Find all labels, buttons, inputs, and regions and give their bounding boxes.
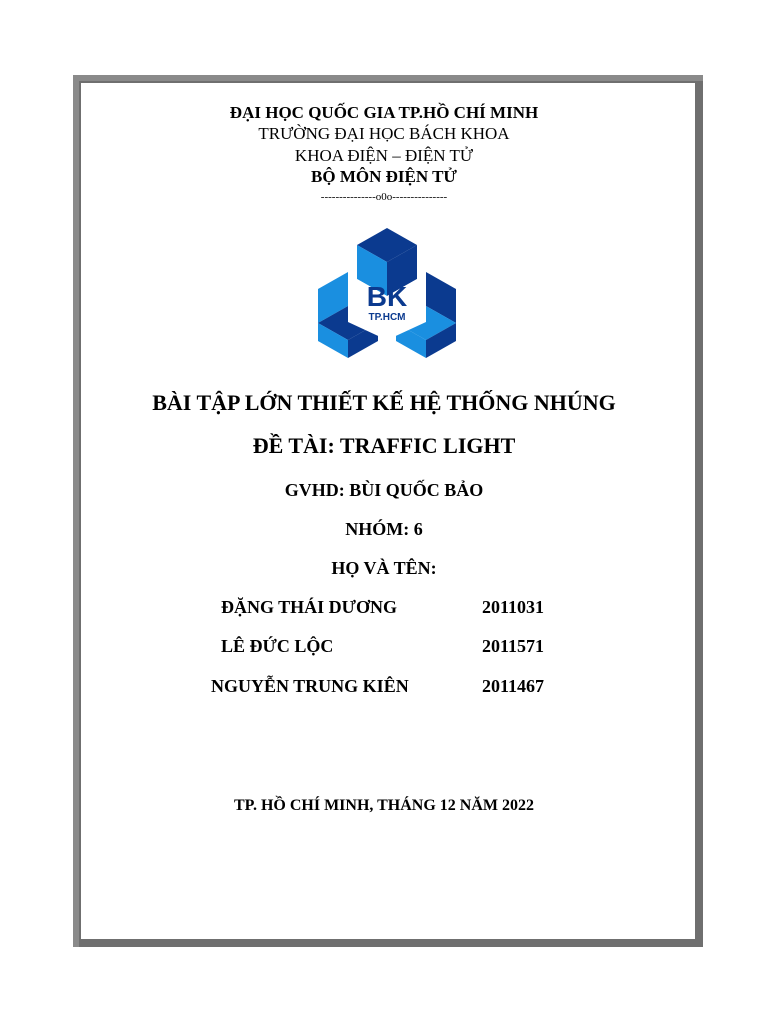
bk-logo [318, 228, 456, 358]
member-name-3: NGUYỄN TRUNG KIÊN [211, 676, 409, 696]
logo-main-text: BK [366, 281, 408, 312]
group-line: NHÓM: 6 [345, 519, 423, 539]
school-name: TRƯỜNG ĐẠI HỌC BÁCH KHOA [258, 124, 510, 143]
member-name-1: ĐẶNG THÁI DƯƠNG [221, 597, 398, 617]
member-id-3: 2011467 [482, 676, 545, 696]
department-name: BỘ MÔN ĐIỆN TỬ [311, 167, 457, 186]
member-id-2: 2011571 [482, 636, 545, 656]
advisor-line: GVHD: BÙI QUỐC BẢO [284, 480, 484, 500]
member-id-1: 2011031 [482, 597, 545, 617]
topic-title: ĐỀ TÀI: TRAFFIC LIGHT [252, 433, 516, 458]
member-name-2: LÊ ĐỨC LỘC [221, 636, 334, 656]
faculty-name: KHOA ĐIỆN – ĐIỆN TỬ [294, 146, 474, 165]
university-name: ĐẠI HỌC QUỐC GIA TP.HỒ CHÍ MINH [229, 103, 539, 122]
report-title: BÀI TẬP LỚN THIẾT KẾ HỆ THỐNG NHÚNG [152, 390, 616, 415]
members-label: HỌ VÀ TÊN: [331, 558, 437, 578]
logo-sub-text: TP.HCM [368, 312, 406, 323]
header-divider: ---------------o0o--------------- [320, 191, 448, 203]
place-date-line: TP. HỒ CHÍ MINH, THÁNG 12 NĂM 2022 [233, 797, 534, 814]
